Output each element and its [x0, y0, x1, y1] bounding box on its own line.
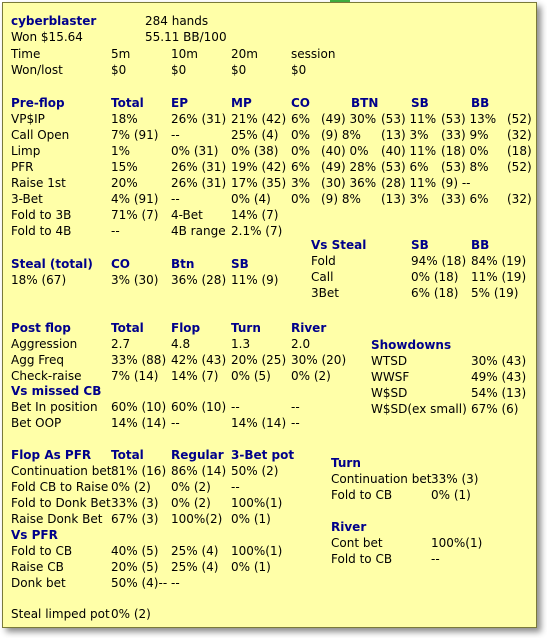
vs-pfr-title: Vs PFR: [11, 528, 58, 542]
time-col-1: 10m: [171, 47, 198, 61]
flop-pfr-title: Flop As PFR: [11, 448, 92, 462]
turn-row-value: 0% (1): [431, 488, 471, 502]
preflop-header-1: EP: [171, 96, 188, 110]
preflop-cell: 0% (4): [231, 192, 271, 206]
showdown-label: W$SD(ex small): [371, 402, 467, 416]
steal-limped-value: 0% (2): [111, 607, 151, 621]
preflop-cell: 0% (38): [231, 144, 279, 158]
preflop-cell: 6%: [291, 112, 311, 126]
showdown-value: 67% (6): [471, 402, 519, 416]
flop-pfr-row-label: Raise Donk Bet: [11, 512, 103, 526]
vs-steal-header-sb: SB: [411, 238, 429, 252]
preflop-cell: (9) 8%: [321, 128, 361, 142]
postflop-cell: 4.8: [171, 337, 191, 351]
steal-value: 36% (28): [171, 273, 227, 287]
missed-cell: 14% (14): [231, 416, 287, 430]
postflop-cell: 33% (88): [111, 353, 167, 367]
showdown-label: WWSF: [371, 370, 410, 384]
flop-pfr-header-2: 3-Bet pot: [231, 448, 295, 462]
preflop-cell: (53) 13%: [441, 112, 497, 126]
preflop-cell: (53) 8%: [441, 160, 489, 174]
turn-row-value: 33% (3): [431, 472, 479, 486]
flop-pfr-cell: 100%(2): [171, 512, 223, 526]
preflop-header-0: Total: [111, 96, 144, 110]
river-row-label: Cont bet: [331, 536, 383, 550]
postflop-cell: 42% (43): [171, 353, 227, 367]
flop-pfr-row-label: Continuation bet: [11, 464, 112, 478]
flop-pfr-cell: 50% (2): [231, 464, 279, 478]
wonlost-val-0: $0: [111, 63, 127, 77]
showdown-value: 30% (43): [471, 354, 527, 368]
vs-pfr-cell: 100%(1): [231, 544, 283, 558]
postflop-header-1: Flop: [171, 321, 201, 335]
steal-value: 11% (9): [231, 273, 279, 287]
preflop-row-label: Call Open: [11, 128, 70, 142]
preflop-cell: (33) 6%: [441, 192, 489, 206]
postflop-cell: 1.3: [231, 337, 251, 351]
wonlost-val-2: $0: [231, 63, 247, 77]
bb-per-100: 55.11 BB/100: [145, 30, 227, 44]
turn-title: Turn: [331, 456, 361, 470]
preflop-cell: (52): [507, 112, 532, 126]
flop-pfr-row-label: Fold to Donk Bet: [11, 496, 111, 510]
time-col-3: session: [291, 47, 336, 61]
preflop-cell: 17% (35): [231, 176, 287, 190]
flop-pfr-cell: 0% (2): [171, 496, 211, 510]
preflop-cell: (52): [507, 160, 532, 174]
steal-limped-label: Steal limped pot: [11, 607, 110, 621]
preflop-cell: --: [171, 128, 180, 142]
preflop-row-label: PFR: [11, 160, 34, 174]
time-label: Time: [11, 47, 41, 61]
preflop-row-label: Fold to 3B: [11, 208, 72, 222]
wonlost-val-3: $0: [291, 63, 307, 77]
flop-pfr-cell: 33% (3): [111, 496, 159, 510]
postflop-cell: 30% (20): [291, 353, 347, 367]
postflop-cell: 7% (14): [111, 369, 159, 383]
preflop-cell: 26% (31): [171, 160, 227, 174]
turn-row-label: Fold to CB: [331, 488, 393, 502]
flop-pfr-cell: --: [231, 480, 240, 494]
steal-header-btn: Btn: [171, 257, 195, 271]
postflop-cell: 20% (25): [231, 353, 287, 367]
river-title: River: [331, 520, 367, 534]
vs-steal-sb: 94% (18): [411, 254, 467, 268]
preflop-cell: (13) 3%: [381, 192, 429, 206]
preflop-cell: 6%: [291, 160, 311, 174]
player-name: cyberblaster: [11, 14, 97, 28]
postflop-header-2: Turn: [231, 321, 261, 335]
steal-header-co: CO: [111, 257, 131, 271]
vs-steal-row-label: Call: [311, 270, 334, 284]
preflop-cell: (32): [507, 128, 532, 142]
postflop-row-label: Check-raise: [11, 369, 82, 383]
vs-steal-title: Vs Steal: [311, 238, 367, 252]
preflop-cell: 18%: [111, 112, 138, 126]
wonlost-label: Won/lost: [11, 63, 63, 77]
hands-count: 284 hands: [145, 14, 209, 28]
preflop-row-label: Limp: [11, 144, 41, 158]
vs-pfr-cell: 40% (5): [111, 544, 159, 558]
steal-title: Steal (total): [11, 257, 93, 271]
vs-pfr-cell: --: [171, 576, 180, 590]
preflop-cell: (28) 11%: [381, 176, 437, 190]
vs-missed-cb-title: Vs missed CB: [11, 384, 102, 398]
preflop-cell: 4B range: [171, 224, 226, 238]
showdown-label: WTSD: [371, 354, 408, 368]
preflop-cell: (53) 6%: [381, 160, 429, 174]
flop-pfr-cell: 0% (1): [231, 512, 271, 526]
preflop-cell: 19% (42): [231, 160, 287, 174]
postflop-header-3: River: [291, 321, 327, 335]
preflop-row-label: Raise 1st: [11, 176, 66, 190]
preflop-cell: 0%: [291, 128, 311, 142]
preflop-cell: (18): [507, 144, 532, 158]
postflop-row-label: Aggression: [11, 337, 78, 351]
showdown-value: 49% (43): [471, 370, 527, 384]
preflop-cell: (18) 0%: [441, 144, 489, 158]
vs-steal-bb: 11% (19): [471, 270, 527, 284]
preflop-cell: 15%: [111, 160, 138, 174]
showdowns-title: Showdowns: [371, 338, 452, 352]
missed-cell: 14% (14): [111, 416, 167, 430]
preflop-cell: 25% (4): [231, 128, 279, 142]
missed-cell: 60% (10): [171, 400, 227, 414]
preflop-cell: 3%: [291, 176, 311, 190]
missed-cell: --: [291, 416, 300, 430]
preflop-cell: (49) 30%: [321, 112, 377, 126]
flop-pfr-cell: 0% (2): [111, 480, 151, 494]
preflop-header-3: CO: [291, 96, 311, 110]
preflop-cell: (49) 28%: [321, 160, 377, 174]
preflop-cell: 7% (91): [111, 128, 159, 142]
preflop-title: Pre-flop: [11, 96, 65, 110]
preflop-cell: (33) 9%: [441, 128, 489, 142]
postflop-row-label: Agg Freq: [11, 353, 64, 367]
preflop-header-5: SB: [411, 96, 429, 110]
preflop-cell: 4-Bet: [171, 208, 203, 222]
vs-pfr-row-label: Raise CB: [11, 560, 64, 574]
preflop-header-6: BB: [471, 96, 490, 110]
flop-pfr-cell: 0% (2): [171, 480, 211, 494]
preflop-cell: (9) 8%: [321, 192, 361, 206]
preflop-cell: 0%: [291, 144, 311, 158]
vs-pfr-row-label: Fold to CB: [11, 544, 73, 558]
preflop-cell: (13) 3%: [381, 128, 429, 142]
missed-cell: --: [231, 400, 240, 414]
preflop-cell: 71% (7): [111, 208, 159, 222]
vs-pfr-cell: 25% (4): [171, 544, 219, 558]
postflop-cell: 14% (7): [171, 369, 219, 383]
preflop-cell: 1%: [111, 144, 131, 158]
preflop-cell: (9) --: [441, 176, 471, 190]
vs-steal-bb: 5% (19): [471, 286, 519, 300]
preflop-cell: (40) 11%: [381, 144, 437, 158]
preflop-row-label: Fold to 4B: [11, 224, 72, 238]
preflop-cell: (40) 0%: [321, 144, 369, 158]
flop-pfr-cell: 100%(1): [231, 496, 283, 510]
vs-steal-header-bb: BB: [471, 238, 490, 252]
preflop-cell: --: [171, 192, 180, 206]
postflop-cell: 2.7: [111, 337, 131, 351]
flop-pfr-row-label: Fold CB to Raise: [11, 480, 109, 494]
vs-pfr-cell: 50% (4)--: [111, 576, 168, 590]
showdown-value: 54% (13): [471, 386, 527, 400]
vs-pfr-row-label: Donk bet: [11, 576, 66, 590]
flop-pfr-cell: 81% (16): [111, 464, 167, 478]
steal-value: 3% (30): [111, 273, 159, 287]
preflop-cell: --: [111, 224, 120, 238]
missed-row-label: Bet In position: [11, 400, 98, 414]
missed-cell: 60% (10): [111, 400, 167, 414]
vs-steal-sb: 6% (18): [411, 286, 459, 300]
preflop-row-label: VP$IP: [11, 112, 45, 126]
river-row-value: --: [431, 552, 440, 566]
preflop-cell: 26% (31): [171, 176, 227, 190]
postflop-cell: 0% (5): [231, 369, 271, 383]
preflop-row-label: 3-Bet: [11, 192, 43, 206]
preflop-cell: 0%: [291, 192, 311, 206]
preflop-cell: 4% (91): [111, 192, 159, 206]
postflop-cell: 2.0: [291, 337, 311, 351]
flop-pfr-cell: 67% (3): [111, 512, 159, 526]
showdown-label: W$SD: [371, 386, 408, 400]
preflop-cell: (32): [507, 192, 532, 206]
won-amount: Won $15.64: [11, 30, 83, 44]
preflop-cell: 2.1% (7): [231, 224, 283, 238]
vs-steal-bb: 84% (19): [471, 254, 527, 268]
turn-row-label: Continuation bet: [331, 472, 432, 486]
preflop-header-2: MP: [231, 96, 252, 110]
stats-popup-panel: [2, 2, 537, 628]
time-col-2: 20m: [231, 47, 258, 61]
preflop-cell: 20%: [111, 176, 138, 190]
vs-steal-row-label: 3Bet: [311, 286, 339, 300]
preflop-cell: 14% (7): [231, 208, 279, 222]
missed-row-label: Bet OOP: [11, 416, 62, 430]
vs-pfr-cell: 20% (5): [111, 560, 159, 574]
river-row-label: Fold to CB: [331, 552, 393, 566]
vs-steal-row-label: Fold: [311, 254, 336, 268]
missed-cell: --: [171, 416, 180, 430]
preflop-cell: (53) 11%: [381, 112, 437, 126]
postflop-header-0: Total: [111, 321, 144, 335]
flop-pfr-header-0: Total: [111, 448, 144, 462]
vs-steal-sb: 0% (18): [411, 270, 459, 284]
time-col-0: 5m: [111, 47, 131, 61]
flop-pfr-cell: 86% (14): [171, 464, 227, 478]
vs-pfr-cell: 0% (1): [231, 560, 271, 574]
wonlost-val-1: $0: [171, 63, 187, 77]
preflop-header-4: BTN: [351, 96, 379, 110]
preflop-cell: 21% (42): [231, 112, 287, 126]
missed-cell: --: [291, 400, 300, 414]
preflop-cell: 0% (31): [171, 144, 219, 158]
preflop-cell: 26% (31): [171, 112, 227, 126]
flop-pfr-header-1: Regular: [171, 448, 224, 462]
postflop-cell: 0% (2): [291, 369, 331, 383]
steal-value: 18% (67): [11, 273, 67, 287]
river-row-value: 100%(1): [431, 536, 483, 550]
steal-header-sb: SB: [231, 257, 249, 271]
vs-pfr-cell: 25% (4): [171, 560, 219, 574]
postflop-title: Post flop: [11, 321, 71, 335]
preflop-cell: (30) 36%: [321, 176, 377, 190]
